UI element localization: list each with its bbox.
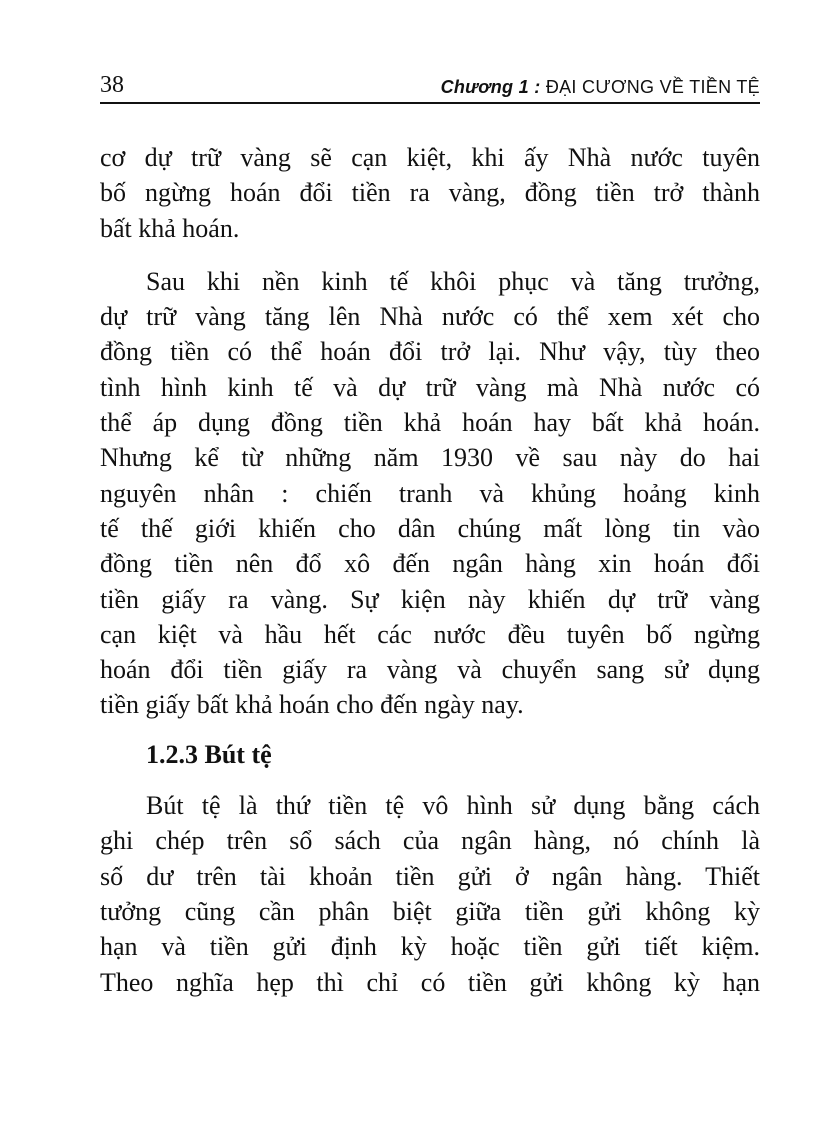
text-line: cơ dự trữ vàng sẽ cạn kiệt, khi ấy Nhà nước tuyên: [100, 143, 760, 172]
text-line: bố ngừng hoán đổi tiền ra vàng, đồng tiền trở thành: [100, 178, 760, 208]
text-line: số dư trên tài khoản tiền gửi ở ngân hàng. Thiết: [100, 861, 760, 891]
running-header: [100, 70, 760, 104]
text-line: Nhưng kể từ những năm 1930 về sau này do hai: [100, 443, 760, 473]
text-line: tiền giấy ra vàng. Sự kiện này khiến dự trữ vàng: [100, 584, 760, 614]
text-line: Theo nghĩa hẹp thì chỉ có tiền gửi không kỳ hạn: [100, 967, 760, 997]
running-title: [441, 76, 760, 98]
text-line: thể áp dụng đồng tiền khả hoán hay bất khả hoán.: [100, 408, 760, 438]
text-line: hoán đổi tiền giấy ra vàng và chuyển sang sử dụng: [100, 655, 760, 685]
section-heading: 1.2.3 Bút tệ: [146, 739, 272, 769]
paragraph-but-te: [100, 788, 760, 1000]
text-line: hạn và tiền gửi định kỳ hoặc tiền gửi tiết kiệm.: [100, 932, 760, 962]
text-line: cạn kiệt và hầu hết các nước đều tuyên bố ngừng: [100, 619, 760, 649]
text-line: tình hình kinh tế và dự trữ vàng mà Nhà nước có: [100, 372, 760, 402]
page-number: 38: [100, 72, 124, 98]
chapter-title: ĐẠI CƯƠNG VỀ TIỀN TỆ: [545, 77, 760, 97]
paragraph-gold-reserve: [100, 264, 760, 723]
chapter-label: Chương 1 :: [440, 77, 541, 97]
text-line: bất khả hoán.: [100, 213, 240, 243]
paragraph-continuation: [100, 140, 760, 246]
body-text: [100, 140, 760, 1000]
text-line: tưởng cũng cần phân biệt giữa tiền gửi không kỳ: [100, 896, 760, 926]
text-line: ghi chép trên sổ sách của ngân hàng, nó chính là: [100, 826, 760, 856]
text-line: đồng tiền nên đổ xô đến ngân hàng xin hoán đổi: [100, 549, 760, 579]
text-line: đồng tiền có thể hoán đổi trở lại. Như vậy, tùy theo: [100, 337, 760, 367]
text-line: Sau khi nền kinh tế khôi phục và tăng trưởng,: [146, 266, 760, 296]
text-line: dự trữ vàng tăng lên Nhà nước có thể xem xét cho: [100, 302, 760, 332]
text-line: Bút tệ là thứ tiền tệ vô hình sử dụng bằng cách: [146, 791, 760, 821]
text-line: nguyên nhân : chiến tranh và khủng hoảng kinh: [100, 478, 760, 508]
text-line: tế thế giới khiến cho dân chúng mất lòng tin vào: [100, 513, 760, 543]
text-line: tiền giấy bất khả hoán cho đến ngày nay.: [100, 690, 524, 720]
